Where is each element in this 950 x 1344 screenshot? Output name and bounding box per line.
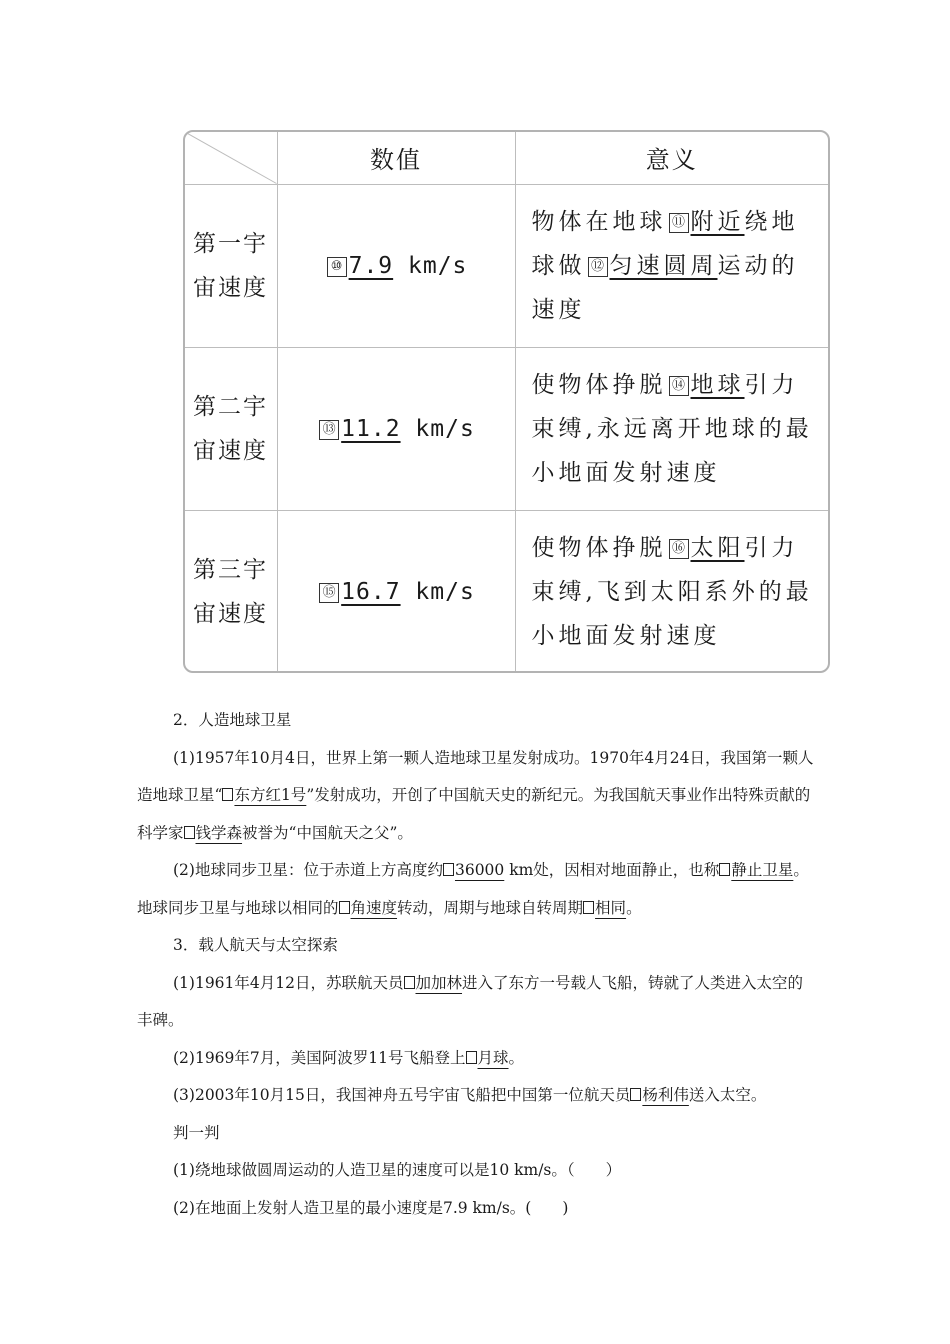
velocity-name	[185, 184, 277, 347]
name-line: 第一宇	[193, 230, 268, 257]
paragraph-text: (1)1961年4月12日，苏联航天员	[173, 973, 404, 992]
meaning-text: 使物体挣脱	[531, 534, 667, 561]
answer-text: 静止卫星	[731, 861, 794, 879]
meaning-answer: 匀速圆周	[609, 252, 718, 279]
blank-number: ⑪	[669, 213, 689, 233]
paragraph	[137, 965, 817, 1040]
velocity-meaning	[515, 184, 828, 347]
blank-number: ⑫	[588, 257, 608, 277]
blank-number: ⑩	[327, 257, 347, 277]
paragraph-text: 。	[508, 1048, 525, 1067]
answer-text: 杨利伟	[642, 1086, 689, 1104]
paragraph-text: (2)1969年7月，美国阿波罗11号飞船登上	[173, 1048, 466, 1067]
meaning-text: 物体在地球	[531, 208, 667, 235]
velocity-value	[277, 510, 515, 673]
paragraph-text: (1)1957年10月4日，世界上第一颗人造地球卫星发射成功。1970年4月24日，我国第一颗人造地球卫星“	[137, 748, 814, 804]
answer-text: 36000	[454, 861, 505, 879]
name-line: 宙速度	[193, 437, 268, 464]
paragraph	[137, 1040, 817, 1078]
judge-question: (2)在地面上发射人造卫星的最小速度是7.9 km/s。( )	[173, 1198, 569, 1217]
blank-number: ⑭	[669, 376, 689, 396]
diagonal-header-cell	[185, 132, 277, 184]
answer-text: 相同	[595, 898, 627, 917]
meaning-answer: 地球	[690, 371, 745, 398]
section-heading: 3．载人航天与太空探索	[173, 936, 338, 954]
blank-number: ⑮	[319, 583, 339, 603]
blank-box-icon	[222, 788, 233, 801]
section-heading: 判一判	[173, 1123, 220, 1142]
meaning-text: 运动的速度	[531, 252, 799, 323]
blank-box-icon	[583, 901, 594, 914]
velocity-meaning	[515, 347, 828, 510]
velocity-name	[185, 510, 277, 673]
velocity-table	[185, 132, 828, 673]
meaning-text: 引力束缚,永远离开地球的最小地面发射速度	[531, 371, 813, 486]
velocity-value	[277, 184, 515, 347]
header-meaning: 意义	[515, 132, 828, 184]
cosmic-velocity-table	[183, 130, 830, 673]
table-row	[185, 347, 828, 510]
blank-box-icon	[466, 1051, 477, 1064]
answer-text: 加加林	[415, 973, 463, 992]
diagonal-line	[185, 132, 277, 184]
table-header-row	[185, 132, 828, 184]
meaning-answer: 太阳	[690, 534, 745, 561]
paragraph-text: ”发射成功，开创了中国航天史的新纪元。为我国航天事业作出特殊贡献的科学家	[137, 786, 811, 842]
paragraph-text: 进入了东方一号载人飞船，铸就了人类进入太空的丰碑。	[137, 973, 804, 1029]
name-line: 第二宇	[193, 393, 268, 420]
value-unit: km/s	[415, 578, 475, 605]
value-unit: km/s	[408, 252, 468, 279]
table-row	[185, 184, 828, 347]
name-line: 第三宇	[193, 556, 268, 583]
value-number: 11.2	[341, 415, 401, 442]
value-number: 16.7	[341, 578, 401, 605]
paragraph-text: 。	[626, 898, 642, 917]
document-body	[137, 702, 817, 1227]
answer-text: 角速度	[350, 898, 398, 917]
name-line: 宙速度	[193, 274, 268, 301]
paragraph-text: (2)地球同步卫星：位于赤道上方高度约	[173, 861, 443, 879]
meaning-text: 使物体挣脱	[531, 371, 667, 398]
velocity-name	[185, 347, 277, 510]
value-number: 7.9	[348, 252, 394, 279]
answer-text: 月球	[477, 1048, 509, 1067]
blank-box-icon	[630, 1088, 641, 1101]
blank-box-icon	[404, 976, 415, 989]
blank-box-icon	[443, 863, 454, 876]
answer-text: 钱学森	[195, 823, 243, 842]
section-heading: 2．人造地球卫星	[173, 711, 292, 729]
paragraph-text: 。地球同步卫星与地球以相同的	[137, 861, 809, 917]
velocity-meaning	[515, 510, 828, 673]
name-line: 宙速度	[193, 600, 268, 627]
meaning-answer: 附近	[690, 208, 745, 235]
blank-number: ⑬	[319, 420, 339, 440]
answer-text: 东方红1号	[234, 786, 307, 804]
paragraph-text: 送入太空。	[688, 1086, 767, 1104]
paragraph	[137, 740, 817, 853]
blank-box-icon	[339, 901, 350, 914]
paragraph-text: (3)2003年10月15日，我国神舟五号宇宙飞船把中国第一位航天员	[173, 1086, 631, 1104]
paragraph	[137, 1077, 817, 1115]
header-value: 数值	[277, 132, 515, 184]
paragraph	[137, 852, 817, 927]
meaning-text: 引力束缚,飞到太阳系外的最小地面发射速度	[531, 534, 813, 649]
paragraph-text: km处，因相对地面静止，也称	[504, 861, 720, 879]
meaning-text: 绕地球做	[531, 208, 799, 279]
paragraph-text: 转动，周期与地球自转周期	[397, 898, 584, 917]
blank-box-icon	[719, 863, 730, 876]
paragraph-text: 被誉为“中国航天之父”。	[242, 823, 413, 842]
velocity-value	[277, 347, 515, 510]
judge-question: (1)绕地球做圆周运动的人造卫星的速度可以是10 km/s。（ ）	[173, 1161, 622, 1179]
blank-number: ⑯	[669, 539, 689, 559]
blank-box-icon	[184, 826, 195, 839]
value-unit: km/s	[415, 415, 475, 442]
table-row	[185, 510, 828, 673]
